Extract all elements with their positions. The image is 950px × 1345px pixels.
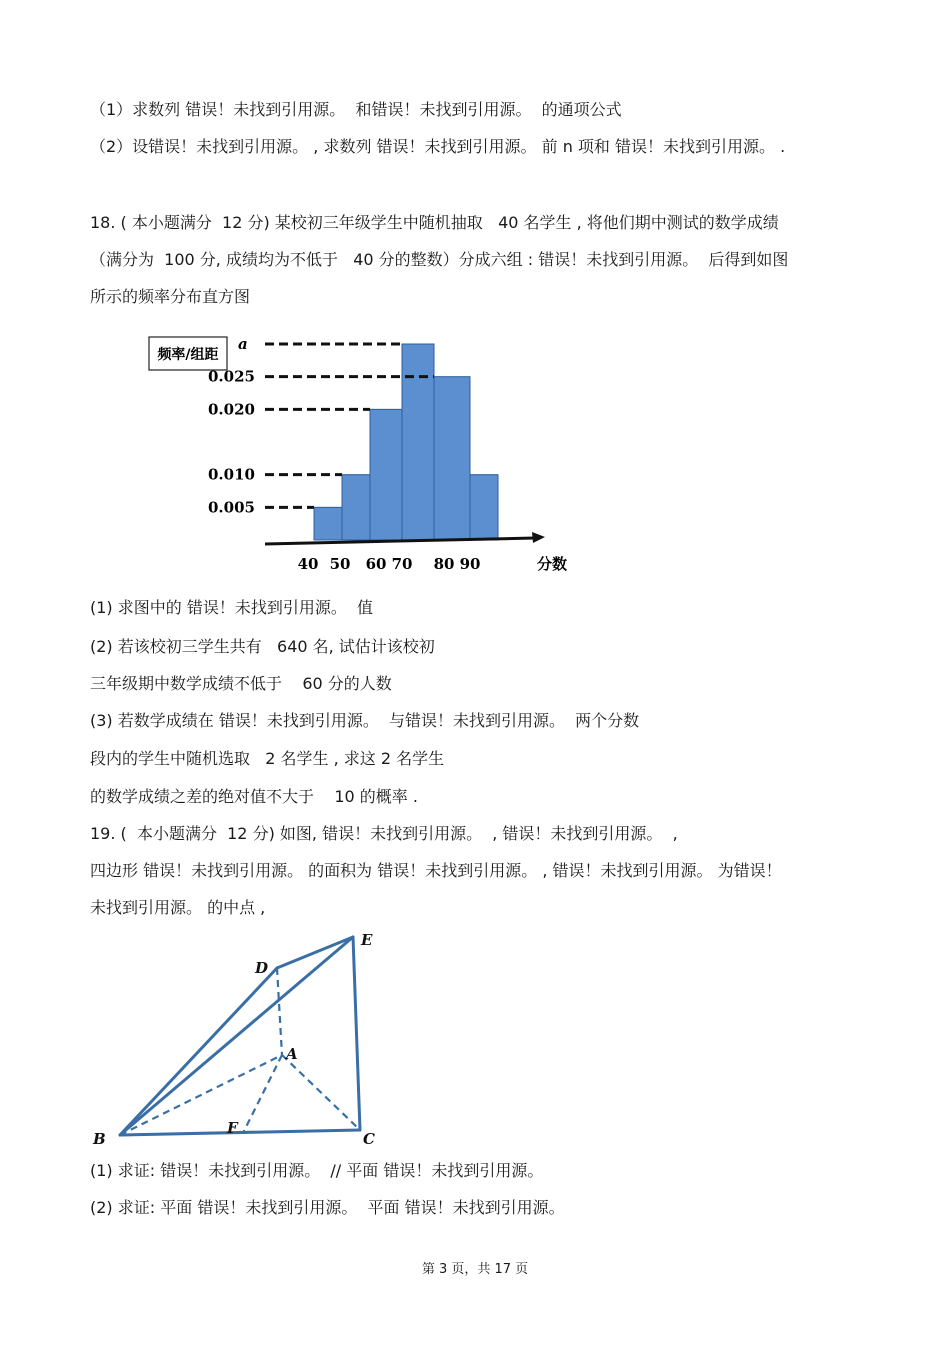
point-C-label: C	[363, 1130, 375, 1148]
text-line-4: （满分为 100 分, 成绩均为不低于 40 分的整数）分成六组 : 错误！未找到引用源。 后得到如图	[90, 250, 789, 269]
x-tick-label-80: 80	[433, 555, 455, 573]
edge-AC	[282, 1055, 360, 1130]
histogram-bar-90	[470, 475, 498, 540]
text-line-5: 所示的频率分布直方图	[90, 287, 251, 306]
histogram-chart	[140, 325, 580, 580]
question-18-2: (2) 若该校初三学生共有 640 名, 试估计该校初	[90, 637, 435, 656]
edge-EC	[353, 937, 360, 1130]
problem-18-header: 18. ( 本小题满分 12 分) 某校初三年级学生中随机抽取 40 名学生 , 将他们期中测试的数学成绩	[90, 213, 779, 232]
histogram-bar-50	[342, 475, 370, 540]
page-footer: 第 3 页，共 17 页	[421, 1262, 529, 1277]
text-line-8: 三年级期中数学成绩不低于 60 分的人数	[90, 674, 392, 693]
y-tick-label-4: 0.005	[208, 498, 255, 517]
text-line-2: （2）设错误！未找到引用源。 , 求数列 错误！未找到引用源。 前 n 项和 错误！未找到引用源。 .	[90, 137, 786, 156]
point-A-label: A	[286, 1045, 298, 1063]
question-19-1: (1) 求证: 错误！未找到引用源。 // 平面 错误！未找到引用源。	[90, 1161, 544, 1180]
text-line-13: 四边形 错误！未找到引用源。 的面积为 错误！未找到引用源。 , 错误！未找到引用源。 为错误！	[90, 861, 782, 880]
edge-DA	[277, 968, 282, 1055]
edge-BE	[120, 937, 353, 1135]
edge-BC	[120, 1130, 360, 1135]
edge-DE	[277, 937, 353, 968]
point-E-label: E	[361, 931, 373, 949]
histogram-bar-70	[402, 344, 434, 540]
histogram-bar-80	[434, 377, 470, 540]
question-19-2: (2) 求证: 平面 错误！未找到引用源。 平面 错误！未找到引用源。	[90, 1198, 565, 1217]
x-tick-label-70: 70	[391, 555, 413, 573]
geometry-figure	[85, 925, 385, 1150]
point-D-label: D	[255, 959, 269, 977]
text-line-1: （1）求数列 错误！未找到引用源。 和错误！未找到引用源。 的通项公式	[90, 100, 622, 119]
x-tick-label-50: 50	[329, 555, 351, 573]
histogram-bar-60	[370, 409, 402, 540]
x-axis-label: 分数	[536, 555, 568, 573]
edge-AF	[243, 1055, 282, 1133]
x-tick-label-60: 60	[365, 555, 387, 573]
y-tick-label-3: 0.010	[208, 465, 255, 484]
question-18-3: (3) 若数学成绩在 错误！未找到引用源。 与错误！未找到引用源。 两个分数	[90, 711, 640, 730]
text-line-11: 的数学成绩之差的绝对值不大于 10 的概率 .	[90, 787, 418, 806]
x-axis-arrow	[532, 532, 545, 543]
problem-19-header: 19. ( 本小题满分 12 分) 如图, 错误！未找到引用源。 , 错误！未找到引用源。 ,	[90, 824, 678, 843]
point-F-label: F	[227, 1119, 238, 1137]
histogram-bar-40	[314, 507, 342, 540]
y-tick-label-0: a	[238, 335, 248, 354]
question-18-1: (1) 求图中的 错误！未找到引用源。 值	[90, 598, 374, 617]
x-tick-label-40: 40	[297, 555, 319, 573]
text-line-10: 段内的学生中随机选取 2 名学生 , 求这 2 名学生	[90, 749, 445, 768]
y-tick-label-2: 0.020	[208, 400, 255, 419]
y-tick-label-1: 0.025	[208, 367, 255, 386]
point-B-label: B	[93, 1130, 106, 1148]
y-axis-label: 频率/组距	[157, 347, 219, 363]
text-line-14: 未找到引用源。 的中点 ,	[90, 898, 266, 917]
bars-group	[314, 344, 498, 540]
x-tick-label-90: 90	[459, 555, 481, 573]
x-ticks-group	[298, 555, 481, 573]
